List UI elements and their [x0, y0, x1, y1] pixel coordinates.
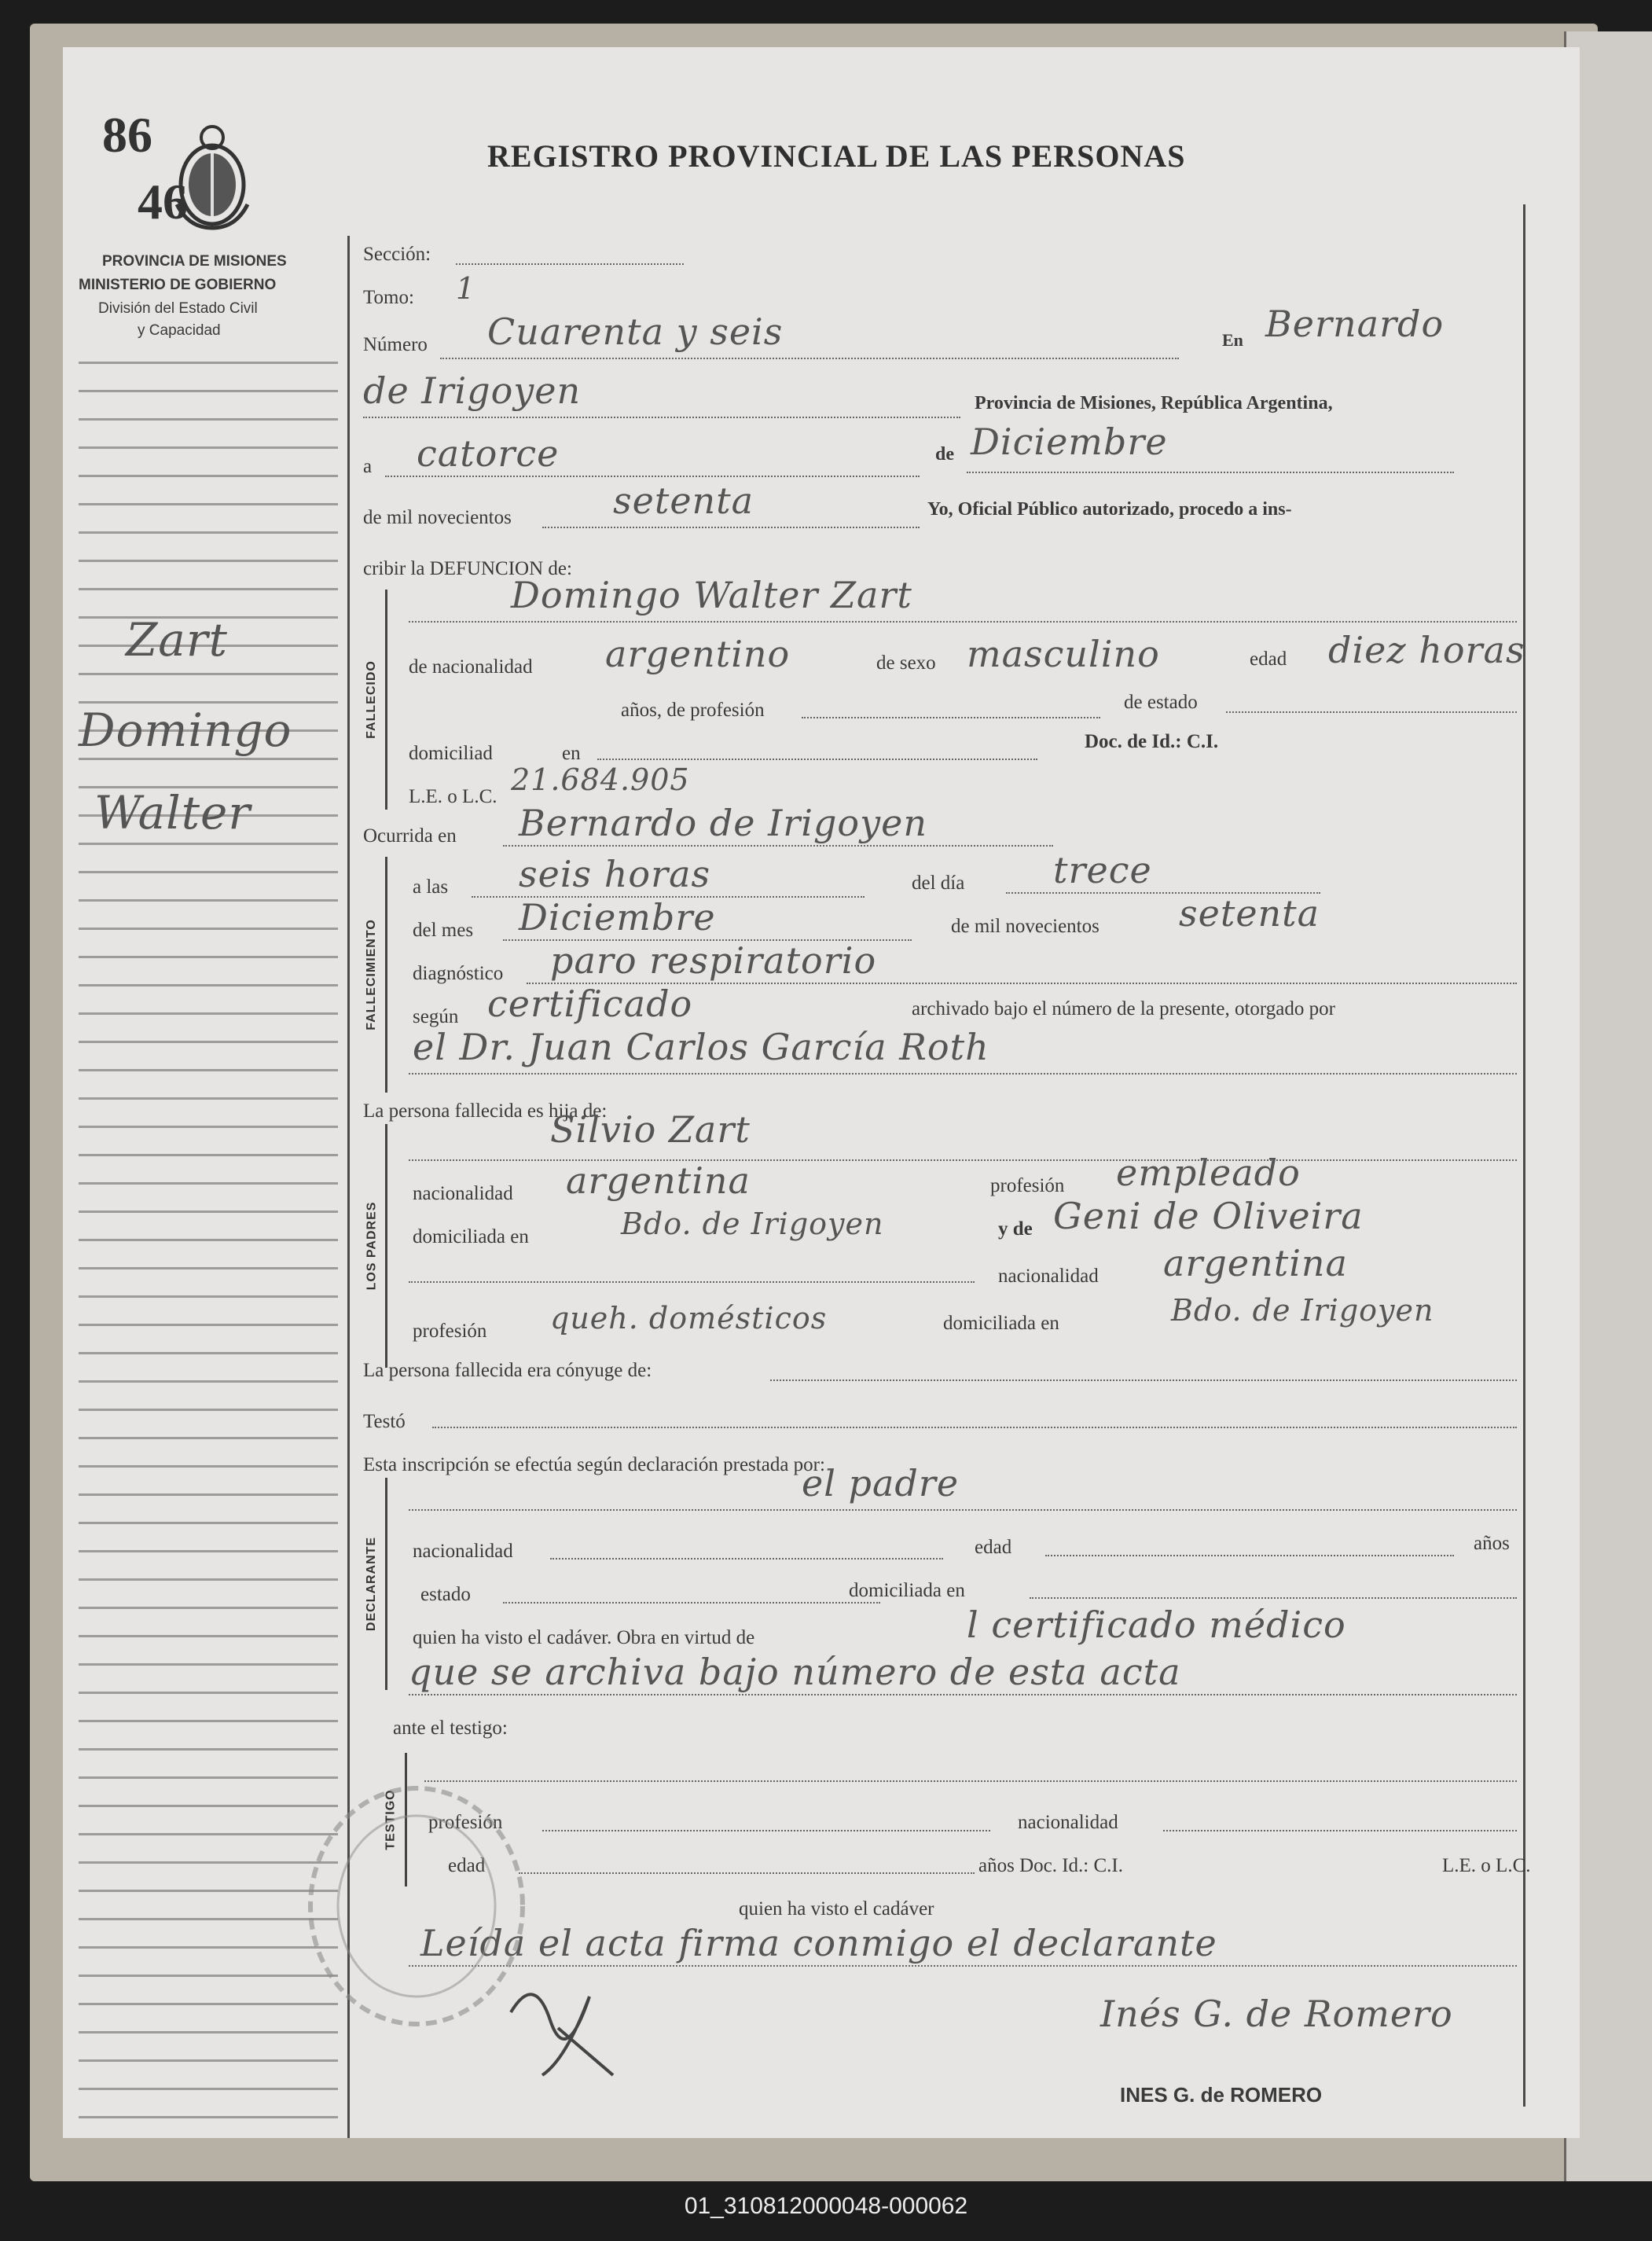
margin-rule: [79, 899, 338, 902]
division-capacity: y Capacidad: [138, 322, 221, 339]
margin-rule: [79, 871, 338, 873]
margin-rule: [79, 956, 338, 958]
declarante-domicilio-line: [1030, 1597, 1517, 1599]
deceased-profesion-line: [802, 717, 1100, 718]
hija-label: La persona fallecida es hija de:: [363, 1100, 608, 1122]
margin-rule: [79, 1748, 338, 1751]
deceased-domicilio-line: [597, 759, 1037, 760]
father-profesion-label: profesión: [990, 1175, 1065, 1196]
margin-first-name: Domingo: [79, 704, 292, 757]
hora-value: seis horas: [519, 853, 711, 895]
mes-label: del mes: [413, 920, 474, 941]
conyuge-line: [770, 1380, 1517, 1381]
margin-rule: [79, 560, 338, 562]
fallecido-bracket: [385, 590, 387, 810]
mother-blank-line: [409, 1281, 975, 1283]
fallecimiento-year-value: setenta: [1179, 892, 1320, 935]
margin-rule: [79, 1607, 338, 1609]
province-name: PROVINCIA DE MISIONES: [102, 253, 287, 270]
margin-rule: [79, 2088, 338, 2090]
declarante-visto-value-2: que se archiva bajo número de esta acta: [409, 1651, 1181, 1693]
margin-rule: [79, 531, 338, 534]
segun-value: certificado: [487, 983, 693, 1025]
year-line: [542, 527, 920, 528]
margin-rule: [79, 418, 338, 421]
coat-of-arms-icon: [165, 118, 259, 236]
margin-rule: [79, 1635, 338, 1637]
deceased-name: Domingo Walter Zart: [511, 574, 912, 616]
margin-rule: [79, 1182, 338, 1185]
deceased-edad-label: edad: [1250, 648, 1287, 670]
margin-rule: [79, 1663, 338, 1666]
day-line: [385, 476, 920, 477]
archivado-text: archivado bajo el número de la presente, otorgado por: [912, 998, 1335, 1019]
fallecimiento-bracket: [385, 857, 387, 1093]
margin-rule: [79, 984, 338, 986]
margin-rule: [79, 475, 338, 477]
father-name: Silvio Zart: [550, 1108, 751, 1151]
diagnostico-value: paro respiratorio: [550, 939, 877, 982]
margin-rule: [79, 2059, 338, 2062]
dia-value: trece: [1053, 849, 1152, 891]
margin-rule: [79, 1126, 338, 1128]
numero-label: Número: [363, 334, 428, 355]
testigo-name-line: [424, 1780, 1517, 1782]
father-nacionalidad-value: argentina: [566, 1159, 751, 1202]
margin-rule: [79, 1041, 338, 1043]
y-de-label: y de: [998, 1218, 1033, 1240]
city-line: [363, 417, 960, 418]
seccion-line: [456, 263, 684, 265]
diagnostico-label: diagnóstico: [413, 963, 504, 984]
declarante-nacionalidad-label: nacionalidad: [413, 1541, 513, 1562]
inscripcion-text: Esta inscripción se efectúa según declaración prestada por:: [363, 1454, 825, 1475]
declarante-name-line: [409, 1509, 1517, 1511]
mother-nacionalidad-label: nacionalidad: [998, 1266, 1099, 1287]
deceased-estado-line: [1226, 711, 1517, 713]
margin-rule: [79, 446, 338, 449]
deceased-sexo-value: masculino: [967, 633, 1160, 675]
en-label: En: [1222, 330, 1243, 350]
margin-rule: [79, 1097, 338, 1100]
margin-rule: [79, 1720, 338, 1722]
hora-label: a las: [413, 876, 449, 898]
margin-rule: [79, 1465, 338, 1468]
margin-rule: [79, 758, 338, 760]
father-nacionalidad-label: nacionalidad: [413, 1183, 513, 1204]
mother-domicilio-value: Bdo. de Irigoyen: [1171, 1293, 1434, 1328]
segun-label: según: [413, 1006, 459, 1027]
declarante-bracket: [385, 1478, 387, 1690]
margin-rule: [79, 928, 338, 930]
father-domicilio-value: Bdo. de Irigoyen: [621, 1207, 884, 1241]
officer-signature: Inés G. de Romero: [1100, 1993, 1453, 2035]
declarant-signature-icon: [503, 1965, 629, 2083]
city-value-2: de Irigoyen: [363, 369, 582, 412]
deceased-edad-value: diez horas: [1328, 629, 1525, 671]
margin-rule: [79, 1069, 338, 1071]
margin-rule: [79, 503, 338, 505]
year-value: setenta: [613, 479, 754, 522]
conyuge-label: La persona fallecida era cónyuge de:: [363, 1360, 652, 1381]
doctor-line: [409, 1073, 1517, 1075]
father-domicilio-label: domiciliada en: [413, 1226, 529, 1247]
margin-rule: [79, 1154, 338, 1156]
deceased-le-value: 21.684.905: [511, 762, 690, 797]
deceased-domicilio-label: domiciliad: [409, 743, 493, 764]
form-right-border: [1523, 204, 1525, 2107]
deceased-estado-label: de estado: [1124, 692, 1198, 713]
division-name: División del Estado Civil: [98, 300, 258, 317]
margin-rule: [79, 1522, 338, 1524]
seccion-label: Sección:: [363, 244, 431, 265]
margin-rule: [79, 1211, 338, 1213]
margin-rule: [79, 1324, 338, 1326]
image-caption: 01_310812000048-000062: [684, 2193, 968, 2219]
declarante-visto-line: [409, 1694, 1517, 1695]
testigo-profesion-label: profesión: [428, 1812, 503, 1833]
margin-rule: [79, 1295, 338, 1298]
de-label: de: [935, 444, 954, 465]
margin-rule: [79, 1550, 338, 1552]
tomo-value: 1: [456, 271, 476, 306]
padres-bracket: [385, 1124, 387, 1368]
padres-band: LOS PADRES: [365, 1201, 379, 1291]
inscribir-text: cribir la DEFUNCION de:: [363, 558, 572, 579]
declarante-edad-label: edad: [975, 1537, 1012, 1558]
margin-rule: [79, 1692, 338, 1694]
death-certificate-sheet: [63, 47, 1580, 2138]
ministry-name: MINISTERIO DE GOBIERNO: [79, 277, 277, 293]
margin-rule: [79, 1267, 338, 1269]
margin-middle-name: Walter: [94, 786, 251, 839]
margin-rule: [79, 1012, 338, 1015]
margin-rule: [79, 1437, 338, 1439]
deceased-nacionalidad-value: argentino: [605, 633, 791, 675]
declarante-visto-text: quien ha visto el cadáver. Obra en virtud de: [413, 1627, 755, 1648]
document-title: REGISTRO PROVINCIAL DE LAS PERSONAS: [487, 138, 1186, 174]
deceased-le-label: L.E. o L.C.: [409, 786, 497, 807]
testo-line: [432, 1427, 1517, 1428]
stamp-number-top: 86: [102, 107, 152, 163]
deceased-nacionalidad-label: de nacionalidad: [409, 656, 533, 678]
testigo-nacionalidad-label: nacionalidad: [1018, 1812, 1118, 1833]
margin-rule: [79, 1352, 338, 1354]
ocurrida-label: Ocurrida en: [363, 825, 457, 847]
deceased-doc-label: Doc. de Id.: C.I.: [1085, 731, 1219, 752]
margin-rule: [79, 1578, 338, 1581]
deceased-anos-label: años, de profesión: [621, 700, 765, 721]
margin-rule: [79, 390, 338, 392]
declarante-anos-label: años: [1474, 1533, 1510, 1554]
margin-rule: [79, 843, 338, 845]
margin-rule: [79, 1239, 338, 1241]
province-line: Provincia de Misiones, República Argentina,: [975, 393, 1333, 413]
officer-text: Yo, Oficial Público autorizado, procedo a ins-: [927, 499, 1292, 520]
testigo-nacionalidad-line: [1163, 1830, 1517, 1831]
city-value-1: Bernardo: [1265, 303, 1445, 345]
deceased-name-line: [409, 621, 1517, 623]
tomo-label: Tomo:: [363, 287, 414, 308]
declarante-estado-label: estado: [420, 1584, 471, 1605]
declarante-edad-line: [1045, 1555, 1454, 1556]
stamp-number-bottom: 46: [138, 174, 188, 230]
declarante-estado-line: [503, 1602, 880, 1604]
fallecimiento-year-label: de mil novecientos: [951, 916, 1099, 937]
numero-line: [440, 358, 1179, 359]
margin-rule: [79, 1493, 338, 1496]
declarante-name: el padre: [802, 1462, 960, 1504]
testigo-anos-doc-label: años Doc. Id.: C.I.: [978, 1855, 1123, 1876]
dia-label: del día: [912, 873, 965, 894]
firma-text: Leída el acta firma conmigo el declarante: [420, 1922, 1217, 1964]
deceased-sexo-label: de sexo: [876, 652, 936, 674]
testigo-intro: ante el testigo:: [393, 1717, 508, 1739]
testigo-edad-line: [519, 1872, 975, 1874]
margin-rule: [79, 2116, 338, 2118]
a-label: a: [363, 456, 373, 477]
margin-surname: Zart: [126, 613, 228, 667]
numero-value: Cuarenta y seis: [487, 310, 784, 353]
testigo-edad-label: edad: [448, 1855, 486, 1876]
testigo-le-label: L.E. o L.C.: [1442, 1855, 1531, 1876]
doctor-value: el Dr. Juan Carlos García Roth: [413, 1026, 989, 1068]
declarante-visto-value-1: l certificado médico: [967, 1604, 1346, 1646]
day-value: catorce: [417, 432, 560, 475]
father-profesion-value: empleado: [1116, 1152, 1301, 1194]
testigo-band: TESTIGO: [384, 1789, 398, 1850]
ocurrida-value: Bernardo de Irigoyen: [519, 802, 927, 844]
mother-domicilio-label: domiciliada en: [943, 1313, 1059, 1334]
testo-label: Testó: [363, 1411, 406, 1432]
fallecimiento-band: FALLECIMIENTO: [365, 919, 378, 1030]
mother-profesion-label: profesión: [413, 1321, 487, 1342]
testigo-visto-text: quien ha visto el cadáver: [739, 1898, 934, 1920]
margin-rule: [79, 362, 338, 364]
officer-stamp: INES G. de ROMERO: [1120, 2083, 1323, 2107]
mother-nacionalidad-value: argentina: [1163, 1242, 1348, 1284]
declarante-nacionalidad-line: [550, 1558, 943, 1560]
margin-rule: [79, 1409, 338, 1411]
mother-name: Geni de Oliveira: [1053, 1195, 1364, 1237]
margin-rule: [79, 1380, 338, 1383]
testigo-profesion-line: [542, 1830, 990, 1831]
deceased-en-label: en: [562, 743, 581, 764]
ocurrida-line: [503, 845, 1053, 847]
official-seal-icon: [299, 1776, 534, 2036]
mother-profesion-value: queh. domésticos: [550, 1301, 828, 1335]
margin-rule: [79, 588, 338, 590]
margin-rule: [79, 673, 338, 675]
declarante-band: DECLARANTE: [365, 1536, 378, 1632]
year-prefix: de mil novecientos: [363, 507, 512, 528]
fallecido-band: FALLECIDO: [365, 660, 379, 739]
month-value: Diciembre: [971, 421, 1168, 463]
declarante-domicilio-label: domiciliada en: [849, 1580, 965, 1601]
month-line: [967, 472, 1454, 473]
mes-value: Diciembre: [519, 896, 716, 939]
